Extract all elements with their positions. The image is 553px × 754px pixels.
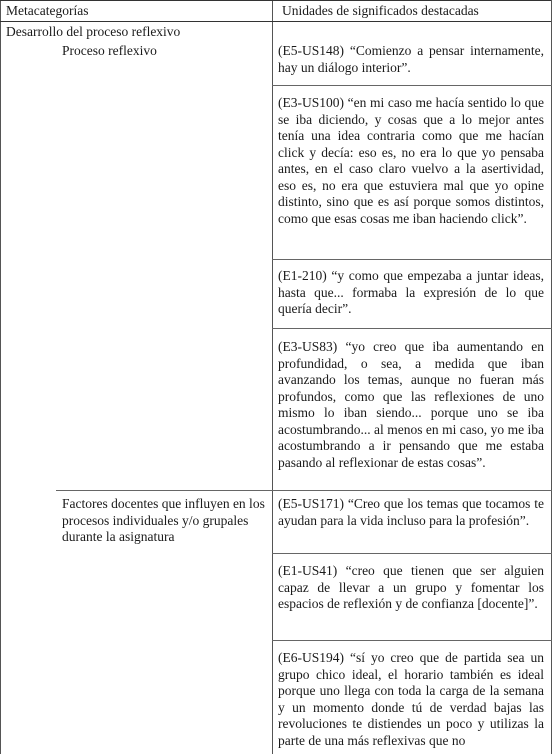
row-separator bbox=[272, 85, 552, 86]
quote-cell: (E5-US148) “Comienzo a pensar internamente, hay un diálogo interior”. bbox=[278, 43, 544, 75]
header-metacategories: Metacategorías bbox=[6, 3, 89, 18]
row-separator bbox=[56, 490, 552, 491]
category-label: Factores docentes que influyen en los procesos individuales y/o grupales durante la asignatura bbox=[62, 496, 265, 544]
row-separator bbox=[272, 553, 552, 554]
quote-cell: (E1-210) “y como que empezaba a juntar ideas, hasta que... formaba la expresión de lo que quería decir”. bbox=[278, 268, 544, 316]
quote-cell: (E3-US100) “en mi caso me hacía sentido lo que se iba diciendo, y cosas que a lo mejor antes tenía una idea contraria como que me hacían click y decía: eso es, no era lo que yo pensaba antes, en el caso claro vuelvo a la asertividad, eso es, no era que estuviera mal que yo opine distinto, sino que es así porque somos distintos, como que esas cosas me iban haciendo click”. bbox=[278, 95, 544, 226]
category-label: Proceso reflexivo bbox=[62, 43, 157, 58]
row-separator bbox=[272, 640, 552, 641]
table-border-left bbox=[0, 0, 1, 754]
table-header bbox=[0, 0, 551, 22]
row-separator bbox=[272, 259, 552, 260]
section-title: Desarrollo del proceso reflexivo bbox=[6, 24, 181, 39]
quote-cell: (E3-US83) “yo creo que iba aumentando en profundidad, o sea, a medida que iban avanzando los temas, aunque no fueran más profundos, como que las reflexiones de uno mismo lo iban siendo... porque uno se iba acostumbrando... al menos en mi caso, yo me iba acostumbrando a ir pensando que me estaba pasando al reflexionar de estas cosas”. bbox=[278, 339, 544, 470]
row-separator bbox=[272, 328, 552, 329]
quote-cell: (E6-US194) “sí yo creo que de partida sea un grupo chico ideal, el horario también es ideal porque uno llega con toda la carga de la semana y un momento donde tú de verdad bajas las revoluciones te distiendes un poco y utilizas la parte de una más reflexivas que no bbox=[278, 650, 544, 748]
quote-cell: (E5-US171) “Creo que los temas que tocamos te ayudan para la vida incluso para la profesión”. bbox=[278, 496, 544, 528]
header-meaning-units: Unidades de significados destacadas bbox=[282, 3, 479, 18]
quote-cell: (E1-US41) “creo que tienen que ser alguien capaz de llevar a un grupo y fomentar los espacios de reflexión y de confianza [docente]”. bbox=[278, 563, 544, 611]
